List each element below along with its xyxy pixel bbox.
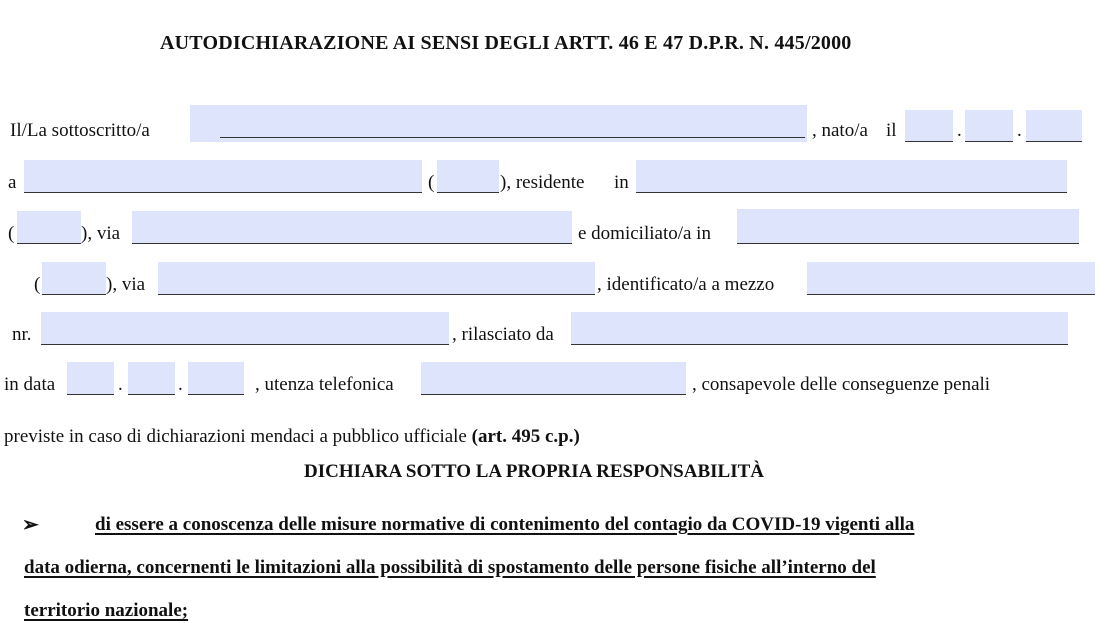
field-nome-background[interactable]: [190, 105, 807, 142]
label-residente: ), residente: [500, 172, 585, 193]
field-prov-residenza[interactable]: [17, 211, 81, 244]
field-prov-domicilio[interactable]: [42, 262, 106, 295]
field-numero-documento[interactable]: [41, 312, 449, 345]
label-paren-open: (: [428, 172, 435, 193]
label-via: ), via: [81, 223, 121, 244]
field-rilasciato-da[interactable]: [571, 312, 1068, 345]
label-dot: .: [118, 374, 123, 395]
label-dot: .: [1017, 120, 1022, 141]
bullet-text-line2: data odierna, concernenti le limitazioni alla possibilità di spostamento delle persone fisiche all’interno del: [24, 557, 876, 578]
label-dot: .: [178, 374, 183, 395]
label-a: a: [8, 172, 17, 193]
field-nascita-mese[interactable]: [965, 110, 1013, 142]
field-nascita-giorno[interactable]: [905, 110, 953, 142]
label-identificato: , identificato/a a mezzo: [597, 274, 775, 295]
field-via-residenza[interactable]: [132, 211, 572, 244]
bullet-text-line1: di essere a conoscenza delle misure normative di contenimento del contagio da COVID-19 vigenti alla: [95, 514, 915, 535]
field-prov-nascita[interactable]: [437, 160, 499, 193]
field-via-domicilio[interactable]: [158, 262, 595, 295]
label-consapevole: , consapevole delle conseguenze penali: [692, 374, 991, 395]
field-residenza[interactable]: [636, 160, 1067, 193]
label-via: ), via: [106, 274, 146, 295]
document-title: AUTODICHIARAZIONE AI SENSI DEGLI ARTT. 46 E 47 D.P.R. N. 445/2000: [160, 32, 852, 54]
label-domiciliato: e domiciliato/a in: [578, 223, 711, 244]
label-nr: nr.: [12, 324, 32, 345]
field-luogo-nascita[interactable]: [24, 160, 422, 193]
label-paren-open: (: [8, 223, 15, 244]
field-domicilio[interactable]: [737, 209, 1079, 244]
label-il: il: [886, 120, 897, 141]
bullet-text-line3: territorio nazionale;: [24, 600, 189, 621]
label-previste-text: previste in caso di dichiarazioni mendaci a pubblico ufficiale: [4, 426, 467, 447]
field-data-mese[interactable]: [128, 362, 175, 395]
field-documento[interactable]: [807, 262, 1095, 295]
label-dot: .: [957, 120, 962, 141]
heading-dichiara: DICHIARA SOTTO LA PROPRIA RESPONSABILITÀ: [304, 461, 764, 482]
label-art: (art. 495 c.p.): [471, 426, 580, 447]
label-in-data: in data: [4, 374, 56, 395]
label-paren-open: (: [34, 274, 41, 295]
label-previste: [4, 426, 580, 448]
field-data-giorno[interactable]: [67, 362, 114, 395]
field-data-anno[interactable]: [188, 362, 244, 395]
label-sottoscritto: Il/La sottoscritto/a: [10, 120, 150, 141]
label-rilasciato: , rilasciato da: [452, 324, 554, 345]
label-nato: , nato/a: [812, 120, 868, 141]
arrowhead-bullet-icon: ➢: [22, 514, 39, 536]
label-utenza: , utenza telefonica: [255, 374, 394, 395]
field-telefono[interactable]: [421, 362, 686, 395]
label-in: in: [614, 172, 629, 193]
field-nascita-anno[interactable]: [1026, 110, 1082, 142]
